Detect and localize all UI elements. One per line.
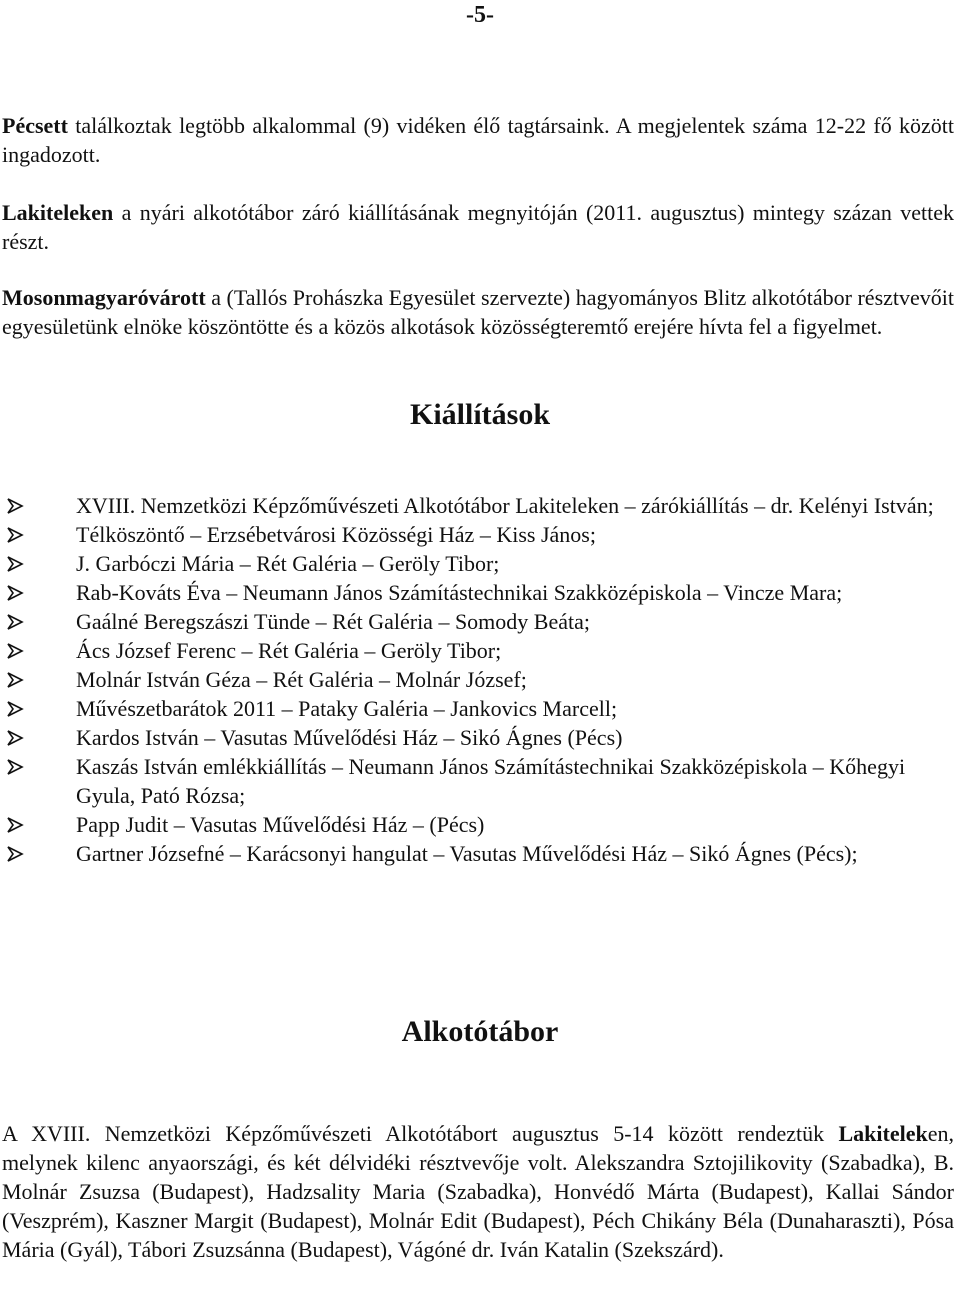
exhibition-text: Gaálné Beregszászi Tünde – Rét Galéria – Somody Beáta; [76, 609, 590, 634]
arrowhead-bullet-icon [6, 526, 24, 544]
paragraph-mosonmagyarovar [2, 283, 954, 341]
exhibition-item [0, 578, 940, 607]
exhibition-item [0, 752, 940, 810]
city-name: Lakitelek [838, 1121, 928, 1146]
arrowhead-bullet-icon [6, 584, 24, 602]
exhibition-item [0, 607, 940, 636]
section-heading-camp: Alkotótábor [401, 1015, 559, 1048]
arrowhead-bullet-icon [6, 758, 24, 776]
section-heading-exhibitions: Kiállítások [409, 398, 551, 431]
exhibition-item [0, 491, 940, 520]
paragraph-pecs [2, 111, 954, 169]
paragraph-lakitelek [2, 198, 954, 256]
exhibition-text: Gartner Józsefné – Karácsonyi hangulat – Vasutas Művelődési Ház – Sikó Ágnes (Pécs); [76, 841, 858, 866]
exhibition-text: Rab-Kováts Éva – Neumann János Számítástechnikai Szakközépiskola – Vincze Mara; [76, 580, 843, 605]
exhibition-item [0, 520, 940, 549]
arrowhead-bullet-icon [6, 816, 24, 834]
city-name: Mosonmagyaróvárott [2, 285, 206, 310]
exhibition-text: Kaszás István emlékkiállítás – Neumann János Számítástechnikai Szakközépiskola – Kőhegyi Gyula, Pató Rózsa; [76, 754, 906, 808]
paragraph-camp [2, 1119, 954, 1264]
exhibition-list [0, 491, 940, 868]
arrowhead-bullet-icon [6, 700, 24, 718]
exhibition-text: Művészetbarátok 2011 – Pataky Galéria – Jankovics Marcell; [76, 696, 618, 721]
arrowhead-bullet-icon [6, 497, 24, 515]
paragraph-text: A XVIII. Nemzetközi Képzőművészeti Alkotótábort augusztus 5-14 között rendeztük [2, 1121, 839, 1146]
exhibition-item [0, 549, 940, 578]
paragraph-text: a nyári alkotótábor záró kiállításának megnyitóján (2011. augusztus) mintegy százan vettek részt. [2, 200, 954, 254]
exhibition-text: Papp Judit – Vasutas Művelődési Ház – (Pécs) [76, 812, 485, 837]
exhibition-item [0, 665, 940, 694]
arrowhead-bullet-icon [6, 642, 24, 660]
arrowhead-bullet-icon [6, 845, 24, 863]
exhibition-item [0, 839, 940, 868]
city-name: Pécsett [2, 113, 68, 138]
arrowhead-bullet-icon [6, 555, 24, 573]
exhibition-text: Ács József Ferenc – Rét Galéria – Geröly Tibor; [76, 638, 502, 663]
exhibition-text: Télköszöntő – Erzsébetvárosi Közösségi Ház – Kiss János; [76, 522, 596, 547]
exhibition-item [0, 810, 940, 839]
exhibition-text: J. Garbóczi Mária – Rét Galéria – Geröly Tibor; [76, 551, 500, 576]
paragraph-text: találkoztak legtöbb alkalommal (9) vidéken élő tagtársaink. A megjelentek száma 12-22 fő között ingadozott. [2, 113, 954, 167]
arrowhead-bullet-icon [6, 613, 24, 631]
exhibition-text: Molnár István Géza – Rét Galéria – Molnár József; [76, 667, 527, 692]
page-number: -5- [466, 2, 494, 28]
paragraph-text: en, melynek kilenc anyaországi, és két délvidéki résztvevője volt. Alekszandra Sztojilikovity (Szabadka), B. Molnár Zsuzsa (Budapest), Hadzsality Maria (Szabadka), Honvédő Márta (Budapest), Kallai Sándor (Veszprém), Kaszner Margit (Budapest), Molnár Edit (Budapest), Péch Chikány Béla (Dunaharaszti), Pósa Mária (Gyál), Tábori Zsuzsánna (Budapest), Vágóné dr. Iván Katalin (Szekszárd). [2, 1121, 954, 1262]
exhibition-item [0, 636, 940, 665]
paragraph-text: a (Tallós Prohászka Egyesület szervezte) hagyományos Blitz alkotótábor résztvevőit egyesületünk elnöke köszöntötte és a közös alkotások közösségteremtő erejére hívta fel a figyelmet. [2, 285, 954, 339]
arrowhead-bullet-icon [6, 729, 24, 747]
exhibition-item [0, 694, 940, 723]
exhibition-text: Kardos István – Vasutas Művelődési Ház – Sikó Ágnes (Pécs) [76, 725, 623, 750]
exhibition-item [0, 723, 940, 752]
arrowhead-bullet-icon [6, 671, 24, 689]
exhibition-text: XVIII. Nemzetközi Képzőművészeti Alkotótábor Lakiteleken – zárókiállítás – dr. Kelényi István; [76, 493, 934, 518]
city-name: Lakiteleken [2, 200, 114, 225]
